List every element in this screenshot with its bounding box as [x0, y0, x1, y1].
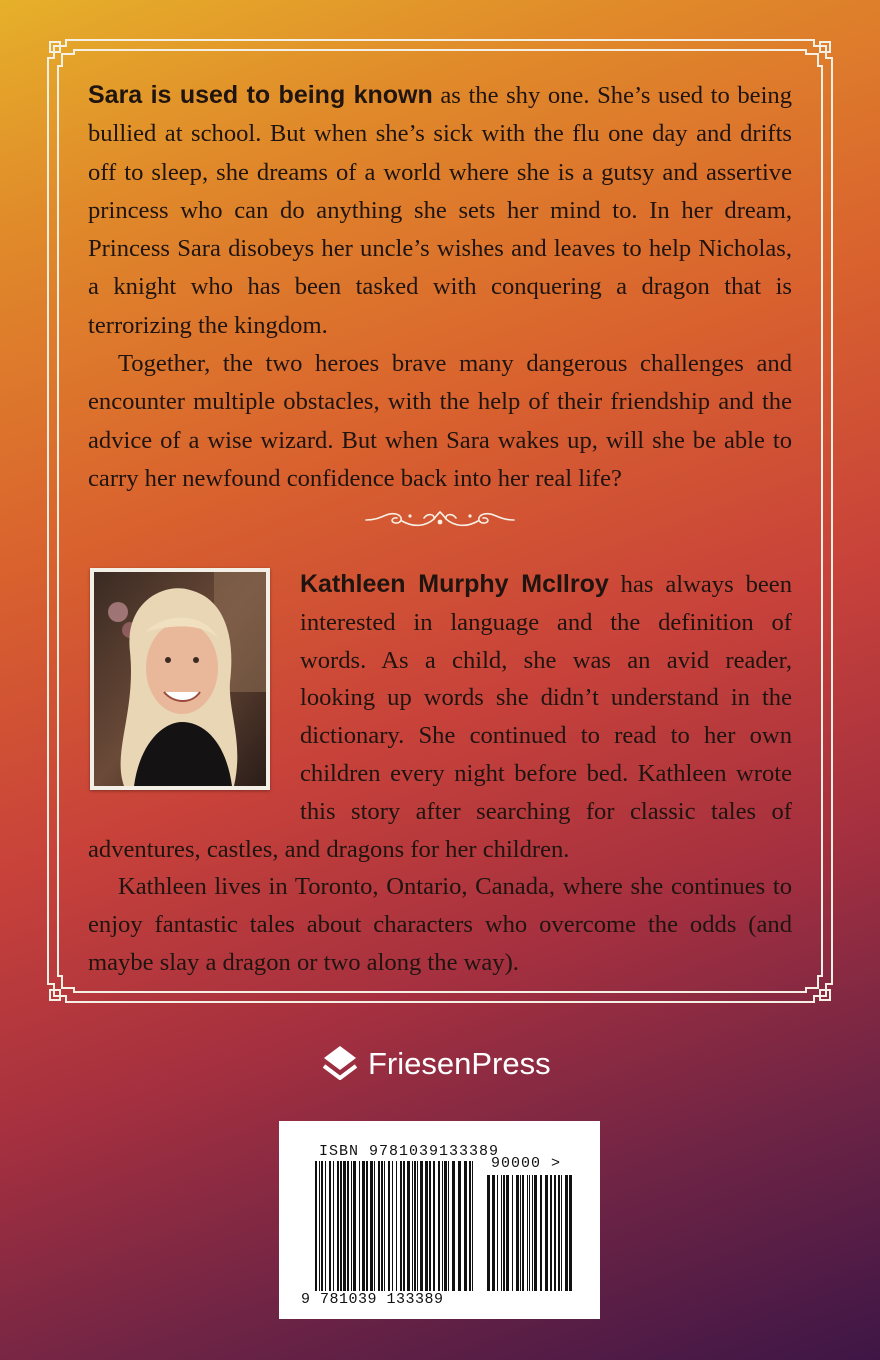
blurb-paragraph-1	[88, 76, 792, 345]
barcode-bar	[512, 1175, 513, 1291]
author-name: Kathleen Murphy McIlroy	[300, 570, 609, 598]
barcode-bar	[442, 1161, 443, 1291]
ean-digits: 9 781039 133389	[301, 1291, 444, 1308]
barcode-bar	[472, 1161, 473, 1291]
barcode-bar	[420, 1161, 423, 1291]
barcode-bar	[362, 1161, 365, 1291]
book-blurb	[88, 76, 792, 498]
barcode-bar	[392, 1161, 393, 1291]
barcode-bar	[522, 1175, 524, 1291]
barcode-bar	[396, 1161, 397, 1291]
barcode-bar	[492, 1175, 495, 1291]
author-bio	[88, 566, 792, 982]
isbn-barcode	[279, 1121, 600, 1319]
barcode-bar	[366, 1161, 368, 1291]
barcode-bar	[325, 1161, 326, 1291]
barcode-bar	[388, 1161, 390, 1291]
barcode-bar	[412, 1161, 413, 1291]
barcode-bar	[321, 1161, 323, 1291]
barcode-bar	[534, 1175, 537, 1291]
barcode-bar	[414, 1161, 416, 1291]
barcode-bar	[438, 1161, 440, 1291]
barcode-bar	[359, 1161, 360, 1291]
barcode-bar	[501, 1175, 502, 1291]
addon-barcode-bars	[487, 1175, 573, 1291]
barcode-bar	[329, 1161, 331, 1291]
barcode-bar	[452, 1161, 455, 1291]
barcode-bar	[532, 1175, 533, 1291]
barcode-bar	[374, 1161, 375, 1291]
barcode-bar	[433, 1161, 435, 1291]
bio-paragraph-1-text: has always been interested in language and the definition of words. As a child, she was an avid reader, looking up words she didn’t understand in the dictionary. She continued to read to her own children every night before bed. Kathleen wrote this story after searching for classic tales of adventures, castles, and dragons for her children.	[88, 571, 792, 863]
barcode-bar	[529, 1175, 530, 1291]
blurb-paragraph-1-text: as the shy one. She’s used to being bullied at school. But when she’s sick with the flu one day and drifts off to sleep, she dreams of a world where she is a gutsy and assertive princess who can do anything she sets her mind to. In her dream, Princess Sara disobeys her uncle’s wishes and leaves to help Nicholas, a knight who has been tasked with conquering a dragon that is terrorizing the kingdom.	[88, 82, 793, 339]
bio-paragraph-2: Kathleen lives in Toronto, Ontario, Canada, where she continues to enjoy fantastic tales about characters who overcome the odds (and maybe slay a dragon or two along the way).	[88, 873, 792, 976]
barcode-bar	[469, 1161, 471, 1291]
barcode-bar	[353, 1161, 356, 1291]
barcode-bar	[351, 1161, 352, 1291]
barcode-bar	[565, 1175, 568, 1291]
barcode-bar	[429, 1161, 431, 1291]
barcode-bar	[333, 1161, 334, 1291]
publisher-name: FriesenPress	[368, 1046, 551, 1081]
barcode-bar	[448, 1161, 449, 1291]
barcode-bar	[347, 1161, 349, 1291]
barcode-bar	[569, 1175, 572, 1291]
barcode-bar	[550, 1175, 552, 1291]
barcode-bar	[444, 1161, 447, 1291]
scroll-ornament-icon	[362, 508, 518, 530]
author-photo	[90, 568, 270, 790]
blurb-paragraph-2: Together, the two heroes brave many dangerous challenges and encounter multiple obstacles, with the help of their friendship and the advice of a wise wizard. But when Sara wakes up, will she be able to carry her newfound confidence back into her real life?	[88, 350, 792, 492]
barcode-bar	[425, 1161, 428, 1291]
barcode-bar	[487, 1175, 490, 1291]
barcode-bar	[343, 1161, 346, 1291]
barcode-bar	[378, 1161, 380, 1291]
addon-digits: 90000 >	[491, 1155, 562, 1172]
diamond-stack-icon	[322, 1044, 358, 1084]
barcode-bar	[403, 1161, 405, 1291]
barcode-bar	[506, 1175, 509, 1291]
publisher-logo	[322, 1042, 551, 1086]
barcode-bar	[545, 1175, 548, 1291]
barcode-bar	[384, 1161, 385, 1291]
barcode-bar	[561, 1175, 562, 1291]
barcode-bar	[497, 1175, 498, 1291]
barcode-bar	[400, 1161, 402, 1291]
barcode-bar	[370, 1161, 373, 1291]
ean-barcode-bars	[315, 1161, 475, 1291]
barcode-bar	[503, 1175, 505, 1291]
barcode-bar	[337, 1161, 339, 1291]
blurb-lead: Sara is used to being known	[88, 81, 433, 109]
barcode-bar	[464, 1161, 467, 1291]
isbn-label: ISBN 9781039133389	[319, 1143, 500, 1160]
barcode-bar	[540, 1175, 542, 1291]
barcode-bar	[458, 1161, 461, 1291]
barcode-bar	[417, 1161, 418, 1291]
barcode-bar	[315, 1161, 317, 1291]
barcode-bar	[554, 1175, 556, 1291]
barcode-bar	[527, 1175, 528, 1291]
barcode-bar	[516, 1175, 519, 1291]
barcode-bar	[319, 1161, 320, 1291]
barcode-bar	[340, 1161, 342, 1291]
barcode-bar	[520, 1175, 521, 1291]
barcode-bar	[381, 1161, 383, 1291]
barcode-bar	[407, 1161, 410, 1291]
barcode-bar	[558, 1175, 560, 1291]
